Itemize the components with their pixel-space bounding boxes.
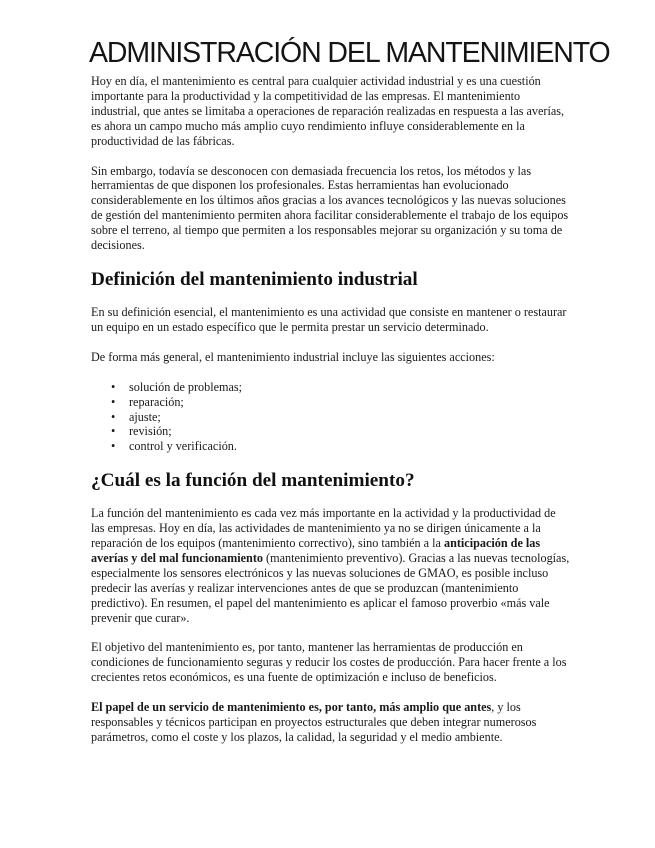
actions-intro-paragraph: De forma más general, el mantenimiento industrial incluye las siguientes acciones: bbox=[91, 349, 495, 364]
list-item: • reparación; bbox=[129, 395, 571, 410]
actions-list bbox=[91, 380, 571, 455]
bold-text-run: El papel de un servicio de mantenimiento es, por tanto, más amplio que antes bbox=[91, 700, 492, 715]
list-item: • control y verificación. bbox=[129, 439, 571, 454]
list-item: • ajuste; bbox=[129, 410, 571, 425]
function-paragraph-3 bbox=[91, 700, 571, 745]
list-item: • revisión; bbox=[129, 424, 571, 439]
function-paragraph-2: El objetivo del mantenimiento es, por tanto, mantener las herramientas de producción en condiciones de funcionamiento seguras y reducir los costes de producción. Para hacer frente a los crecientes retos económicos, es una fuente de optimización e incluso de beneficios. bbox=[91, 640, 567, 685]
function-paragraph-1 bbox=[91, 506, 571, 625]
section-heading-definition: Definición del mantenimiento industrial bbox=[91, 268, 418, 290]
text-run: (mantenimiento preventivo). Gracias a las nuevas tecnologías, especialmente los sensores electrónicos y las nuevas soluciones de GMAO, es posible incluso predecir las averías y realizar intervenciones antes de que se produzcan (mantenimiento predictivo). En resumen, el papel del mantenimiento es aplicar el famoso proverbio «más vale prevenir que curar». bbox=[91, 550, 570, 625]
section-heading-function: ¿Cuál es la función del mantenimiento? bbox=[91, 470, 415, 492]
text-run: , y los responsables y técnicos participan en proyectos estructurales que deben integrar numerosos parámetros, como el coste y los plazos, la calidad, la seguridad y el medio ambiente. bbox=[91, 700, 537, 744]
page-title: ADMINISTRACIÓN DEL MANTENIMIENTO bbox=[89, 37, 610, 69]
bold-text-run: anticipación de las averías y del mal funcionamiento bbox=[91, 536, 541, 565]
document-page bbox=[89, 36, 610, 760]
intro-paragraph-2: Sin embargo, todavía se desconocen con demasiada frecuencia los retos, los métodos y las herramientas de que disponen los profesionales. Estas herramientas han evolucionado considerablemente en los últimos años gracias a los avances tecnológicos y las nuevas soluciones de gestión del mantenimiento permiten ahora facilitar considerablemente el trabajo de los equipos sobre el terreno, al tiempo que permiten a los responsables mejorar su organización y su toma de decisiones. bbox=[91, 163, 569, 253]
intro-paragraph-1: Hoy en día, el mantenimiento es central para cualquier actividad industrial y es una cuestión importante para la productividad y la competitividad de las empresas. El mantenimiento industrial, que antes se limitaba a operaciones de reparación realizadas en respuesta a las averías, es ahora un campo mucho más amplio cuyo rendimiento influye considerablemente en la productividad de las fábricas. bbox=[91, 74, 565, 148]
text-run: La función del mantenimiento es cada vez más importante en la actividad y la productividad de las empresas. Hoy en día, las actividades de mantenimiento ya no se dirigen únicamente a la reparación de los equipos (mantenimiento correctivo), sino también a la bbox=[91, 506, 556, 551]
definition-paragraph: En su definición esencial, el mantenimiento es una actividad que consiste en mantener o restaurar un equipo en un estado específico que le permita prestar un servicio determinado. bbox=[91, 304, 567, 334]
list-item: • solución de problemas; bbox=[129, 380, 571, 395]
